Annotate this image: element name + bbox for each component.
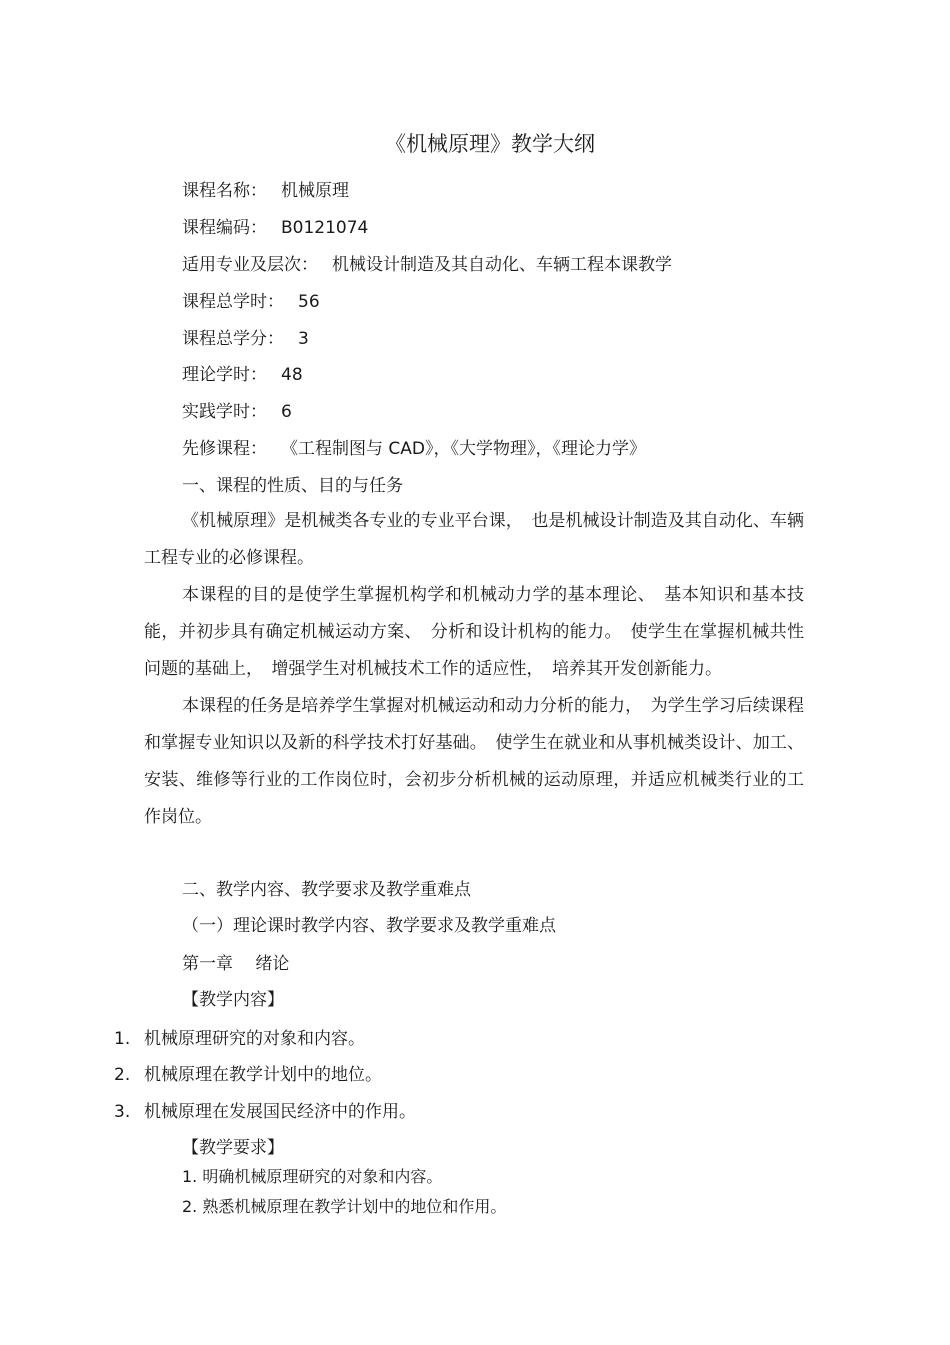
meta-row-theory-hours xyxy=(182,364,303,386)
chapter-heading: 第一章 绪论 xyxy=(182,954,290,974)
paragraph: 本课程的任务是培养学生掌握对机械运动和动力分析的能力， 为学生学习后续课程和掌握专业知识以及新的科学技术打好基础。 使学生在就业和从事机械类设计、加工、安装、维修等行业的工作岗位时，会初步分析机械的运动原理，并适应机械类行业的工作岗位。 xyxy=(144,696,804,827)
list-text: 机械原理研究的对象和内容。 xyxy=(144,1029,365,1049)
list-text: 机械原理在发展国民经济中的作用。 xyxy=(144,1102,416,1122)
section-body xyxy=(144,503,804,836)
meta-row-prerequisites xyxy=(182,438,646,460)
meta-label: 课程总学分： xyxy=(182,329,284,349)
meta-label: 实践学时： xyxy=(182,402,267,422)
paragraph: 本课程的目的是使学生掌握机构学和机械动力学的基本理论、 基本知识和基本技能，并初步具有确定机械运动方案、 分析和设计机构的能力。 使学生在掌握机械共性问题的基础上， 增强学生对机械技术工作的适应性， 培养其开发创新能力。 xyxy=(144,585,804,679)
list-item xyxy=(114,1064,382,1086)
meta-label: 课程编码： xyxy=(182,218,267,238)
meta-value: B0121074 xyxy=(281,218,369,238)
meta-row-course-name xyxy=(182,180,349,202)
list-item xyxy=(114,1028,365,1050)
list-text: 机械原理在教学计划中的地位。 xyxy=(144,1065,382,1085)
meta-label: 课程名称： xyxy=(182,181,267,201)
meta-row-total-hours xyxy=(182,291,320,313)
requirement-label: 【教学要求】 xyxy=(182,1138,284,1158)
list-number: 2. xyxy=(114,1065,131,1085)
meta-label: 课程总学时： xyxy=(182,292,284,312)
section-heading: 二、教学内容、教学要求及教学重难点 xyxy=(182,880,471,900)
meta-label: 理论学时： xyxy=(182,365,267,385)
meta-value: 3 xyxy=(298,329,309,349)
section-heading: 一、课程的性质、目的与任务 xyxy=(182,476,403,496)
meta-value: 6 xyxy=(281,402,292,422)
meta-value: 机械设计制造及其自动化、车辆工程本课教学 xyxy=(332,255,672,275)
meta-value: 56 xyxy=(298,292,320,312)
meta-label: 先修课程： xyxy=(182,439,267,459)
meta-row-practice-hours xyxy=(182,401,292,423)
meta-value: 《工程制图与 CAD》，《大学物理》，《理论力学》 xyxy=(281,439,646,459)
paragraph: 《机械原理》是机械类各专业的专业平台课， 也是机械设计制造及其自动化、车辆工程专业的必修课程。 xyxy=(144,511,804,568)
requirement-item: 1. 明确机械原理研究的对象和内容。 xyxy=(182,1167,443,1186)
requirement-item: 2. 熟悉机械原理在教学计划中的地位和作用。 xyxy=(182,1197,507,1216)
meta-row-credits xyxy=(182,328,309,350)
subsection-heading: （一）理论课时教学内容、教学要求及教学重难点 xyxy=(182,916,556,936)
meta-label: 适用专业及层次： xyxy=(182,255,318,275)
meta-row-course-code xyxy=(182,217,368,239)
meta-value: 机械原理 xyxy=(281,181,349,201)
meta-value: 48 xyxy=(281,365,303,385)
content-label: 【教学内容】 xyxy=(182,990,284,1010)
list-number: 1. xyxy=(114,1029,131,1049)
document-title: 《机械原理》教学大纲 xyxy=(385,132,595,156)
list-number: 3. xyxy=(114,1102,131,1122)
meta-row-major xyxy=(182,254,672,276)
list-item xyxy=(114,1101,416,1123)
